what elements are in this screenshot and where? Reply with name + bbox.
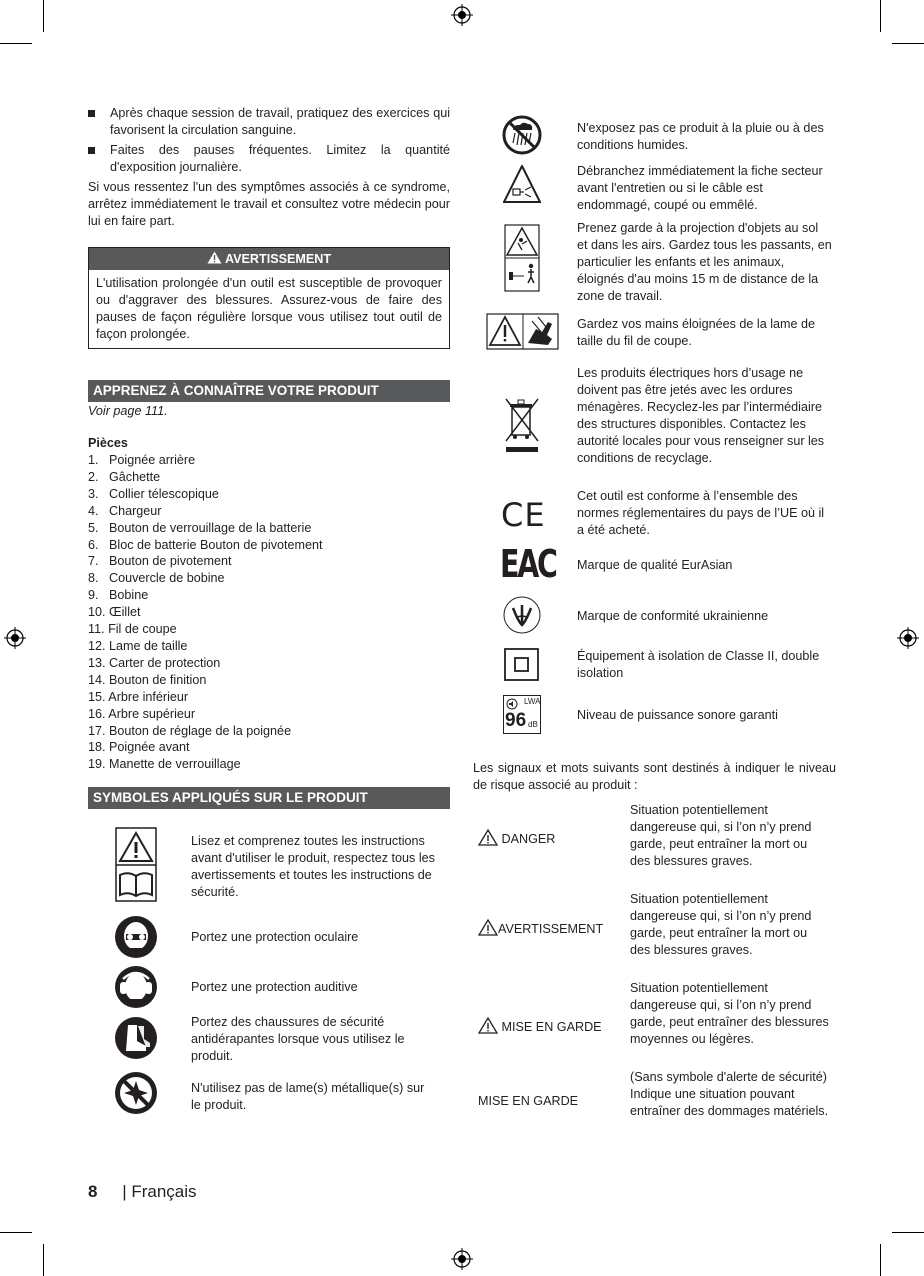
symbol-description: Gardez vos mains éloignées de la lame de taille du fil de coupe. — [577, 317, 816, 348]
risk-description: (Sans symbole d'alerte de sécurité) Indique une situation pouvant entraîner des dommages matériels. — [630, 1070, 829, 1118]
speaker-icon — [506, 698, 518, 710]
crop-mark — [43, 1244, 44, 1276]
page-number: 8 — [88, 1182, 98, 1201]
alert-triangle-icon — [207, 251, 222, 264]
risk-description: Situation potentiellement dangereuse qui, si l’on n’y prend garde, peut entraîner la mort ou des blessures graves. — [630, 892, 812, 957]
sound-value: 96 — [505, 710, 527, 731]
list-item: 7. Bouton de pivotement — [88, 554, 232, 569]
keep-hands-away-icon — [486, 313, 559, 350]
risk-label-caution: MISE EN GARDE — [478, 1017, 602, 1034]
registration-mark-icon — [451, 1248, 473, 1270]
section-heading: SYMBOLES APPLIQUÉS SUR LE PRODUIT — [88, 787, 450, 809]
sound-power-icon — [503, 695, 541, 734]
symbol-description: Cet outil est conforme à l’ensemble des normes réglementaires du pays de l’UE où il a été acheté. — [577, 489, 825, 537]
crop-mark — [892, 1232, 924, 1233]
crop-mark — [880, 1244, 881, 1276]
list-item: 2. Gâchette — [88, 469, 161, 484]
left-column — [88, 105, 450, 809]
read-manual-icon — [115, 827, 157, 902]
symbol-description: N'exposez pas ce produit à la pluie ou à des conditions humides. — [577, 121, 824, 152]
lwa-label: LWA — [524, 697, 541, 706]
sound-unit: dB — [528, 720, 538, 729]
symbol-description: Équipement à isolation de Classe II, double isolation — [577, 649, 820, 680]
eye-protection-icon — [114, 915, 158, 959]
registration-mark-icon — [4, 627, 26, 649]
registration-mark-icon — [451, 4, 473, 26]
symbol-description: Niveau de puissance sonore garanti — [577, 708, 778, 722]
symbol-description: Marque de conformité ukrainienne — [577, 609, 769, 623]
list-item: 4. Chargeur — [88, 503, 162, 518]
warning-box — [88, 247, 450, 349]
eac-mark-icon: EAC — [500, 542, 556, 586]
list-item: 19. Manette de verrouillage — [88, 757, 241, 772]
list-item: 6. Bloc de batterie Bouton de pivotement — [88, 537, 323, 552]
list-item: 13. Carter de protection — [88, 655, 221, 670]
signals-intro: Les signaux et mots suivants sont destinés à indiquer le niveau de risque associé au produit : — [473, 761, 836, 792]
list-item: 5. Bouton de verrouillage de la batterie — [88, 520, 312, 535]
symbol-description: Portez une protection oculaire — [191, 930, 359, 944]
crop-mark — [880, 0, 881, 32]
list-item: 3. Collier télescopique — [88, 486, 219, 501]
list-item: 10. Œillet — [88, 605, 141, 620]
safety-boots-icon — [114, 1016, 158, 1060]
list-item: Après chaque session de travail, pratiquez des exercices qui favorisent la circulation sanguine. — [88, 105, 450, 139]
ce-mark-icon: CE — [501, 496, 546, 534]
list-item: 8. Couvercle de bobine — [88, 571, 225, 586]
footer-language: | Français — [122, 1182, 197, 1201]
paragraph: Si vous ressentez l'un des symptômes associés à ce syndrome, arrêtez immédiatement le travail et consultez votre médecin pour lui en faire part. — [88, 180, 450, 228]
symbol-description: Portez une protection auditive — [191, 980, 358, 994]
symbol-description: Débranchez immédiatement la fiche secteur avant l'entretien ou si le câble est endommagé, coupé ou emmêlé. — [577, 164, 823, 212]
thrown-objects-icon — [504, 224, 540, 292]
alert-triangle-icon — [478, 1017, 498, 1034]
symbol-description: Marque de qualité EurAsian — [577, 558, 733, 572]
list-item: 15. Arbre inférieur — [88, 689, 189, 704]
crop-mark — [0, 43, 32, 44]
parts-list — [88, 452, 450, 773]
alert-triangle-icon — [478, 829, 498, 846]
parts-title: Pièces — [88, 436, 128, 450]
crop-mark — [43, 0, 44, 32]
symbol-description: Lisez et comprenez toutes les instructions avant d'utiliser le produit, respectez tous les avertissements et toutes les instructions de sécurité. — [191, 834, 435, 899]
ear-protection-icon — [114, 965, 158, 1009]
class-ii-icon — [504, 648, 539, 681]
crop-mark — [0, 1232, 32, 1233]
list-item: 1. Poignée arrière — [88, 453, 196, 467]
ukraine-mark-icon — [502, 595, 542, 635]
risk-description: Situation potentiellement dangereuse qui, si l’on n’y prend garde, peut entraîner la mort ou des blessures graves. — [630, 803, 812, 868]
symbol-description: Les produits électriques hors d’usage ne doivent pas être jetés avec les ordures ménagères. Recyclez-les par l’intermédiaire des structures disponibles. Contactez les autorité locales pour vous renseigner sur les conditions de recyclage. — [577, 366, 825, 465]
unplug-icon — [503, 165, 541, 203]
symbol-description: Portez des chaussures de sécurité antidérapantes lorsque vous utilisez le produit. — [191, 1015, 405, 1063]
no-rain-icon — [502, 115, 542, 155]
registration-mark-icon — [897, 627, 919, 649]
warning-body: L'utilisation prolongée d'un outil est susceptible de provoquer ou d'aggraver des blessures. Assurez-vous de faire des pauses de façon régulière lorsque vous utilisez tout outil de façon prolongée. — [96, 276, 442, 341]
list-item: 12. Lame de taille — [88, 638, 188, 653]
list-item: 14. Bouton de finition — [88, 672, 207, 687]
list-item: 17. Bouton de réglage de la poignée — [88, 723, 292, 738]
weee-bin-icon — [502, 395, 542, 453]
symbol-description: N'utilisez pas de lame(s) métallique(s) sur le produit. — [191, 1081, 425, 1112]
page-footer — [88, 1182, 197, 1202]
risk-label-notice: MISE EN GARDE — [478, 1094, 579, 1108]
list-item: 18. Poignée avant — [88, 740, 190, 755]
list-item: 9. Bobine — [88, 588, 149, 603]
alert-triangle-icon — [478, 919, 498, 936]
crop-mark — [892, 43, 924, 44]
see-page-ref: Voir page 111. — [88, 404, 168, 418]
list-item: 11. Fil de coupe — [88, 622, 177, 637]
symbol-description: Prenez garde à la projection d'objets au sol et dans les airs. Gardez tous les passants, en particulier les enfants et les animaux, éloignés d'au moins 15 m de distance de la zone de travail. — [577, 221, 832, 303]
no-metal-blade-icon — [114, 1071, 158, 1115]
list-item: Faites des pauses fréquentes. Limitez la quantité d'exposition journalière. — [88, 142, 450, 176]
risk-description: Situation potentiellement dangereuse qui, si l’on n’y prend garde, peut entraîner des blessures moyennes ou légères. — [630, 981, 829, 1046]
risk-label-danger: DANGER — [478, 829, 555, 846]
section-heading: APPRENEZ À CONNAÎTRE VOTRE PRODUIT — [88, 380, 450, 402]
warning-header: AVERTISSEMENT — [89, 248, 449, 270]
list-item: 16. Arbre supérieur — [88, 706, 196, 721]
risk-label-warning: AVERTISSEMENT — [478, 919, 603, 936]
